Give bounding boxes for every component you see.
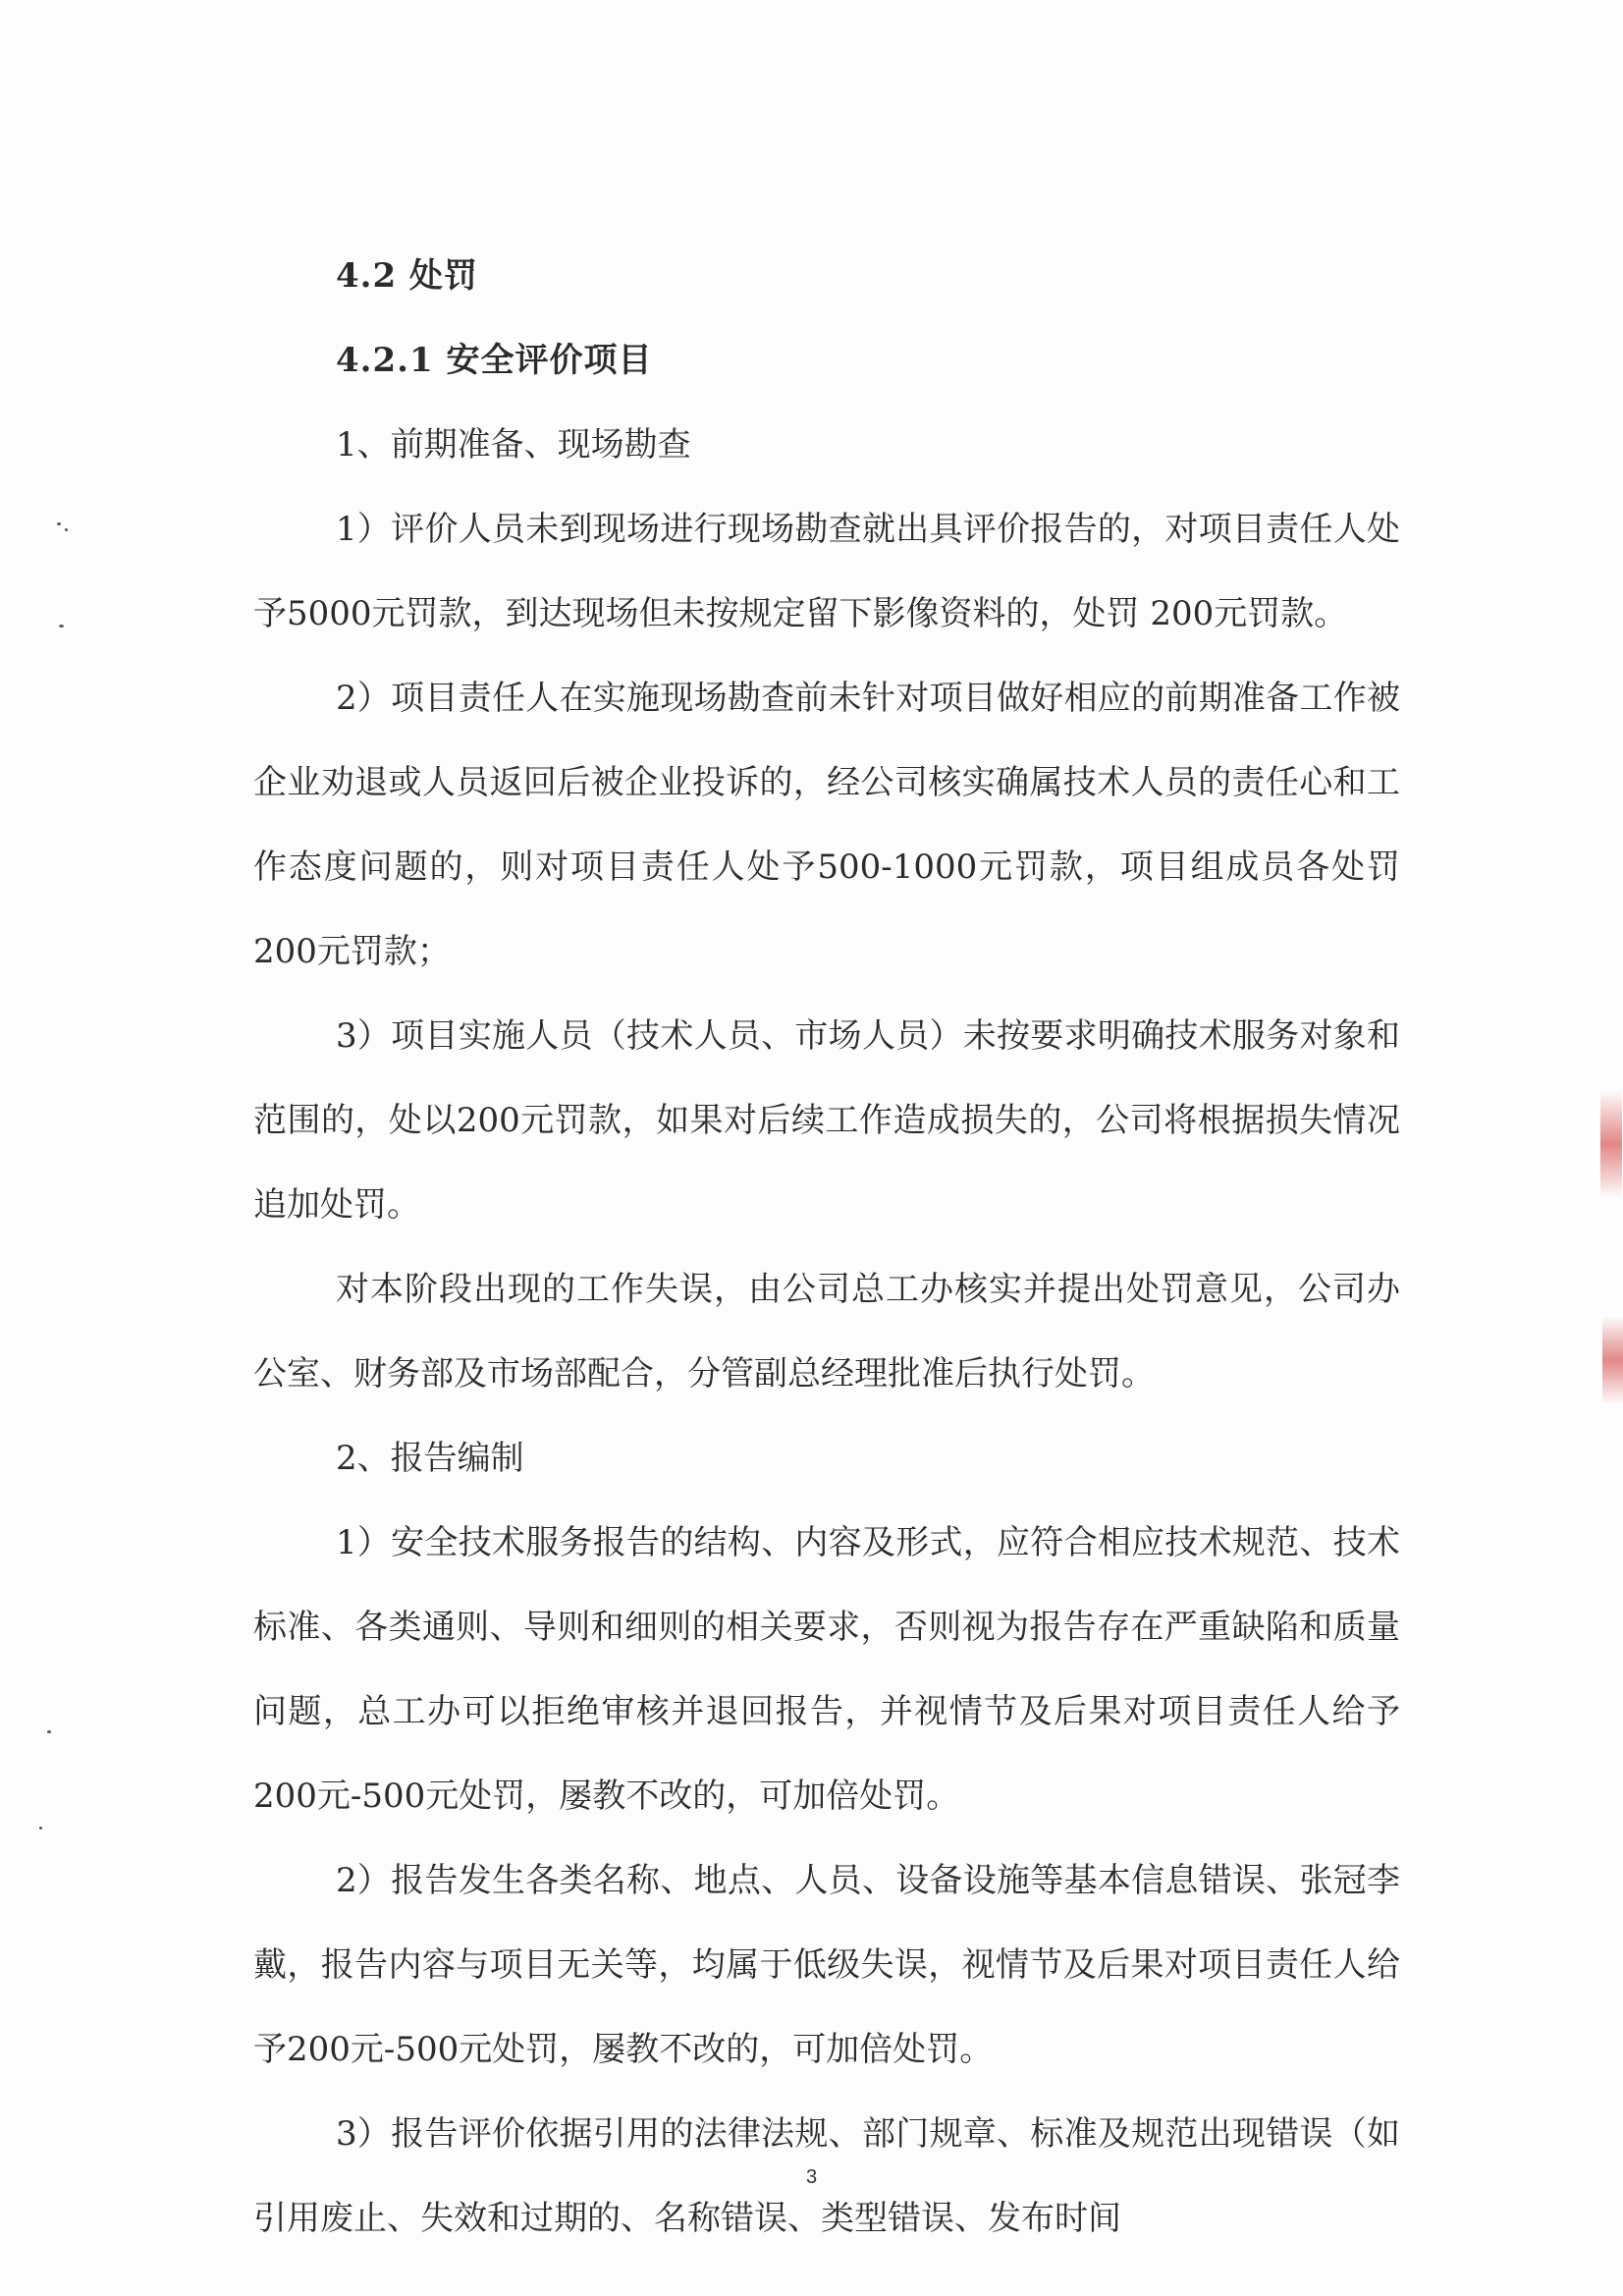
part1-paragraph-2: 2）项目责任人在实施现场勘查前未针对项目做好相应的前期准备工作被企业劝退或人员返回后被企业投诉的，经公司核实确属技术人员的责任心和工作态度问题的，则对项目责任人处予500-1000元罚款，项目组成员各处罚200元罚款； <box>253 679 1400 971</box>
scan-speck <box>65 528 68 531</box>
page-number: 3 <box>805 2166 818 2188</box>
scan-speck <box>47 1730 51 1733</box>
scan-speck <box>39 1827 42 1830</box>
subsection-heading: 4.2.1 安全评价项目 <box>336 341 653 380</box>
part2-paragraph-2: 2）报告发生各类名称、地点、人员、设备设施等基本信息错误、张冠李戴，报告内容与项目无关等，均属于低级失误，视情节及后果对项目责任人给予200元-500元处罚，屡教不改的，可加倍处罚。 <box>253 1861 1400 2069</box>
part1-title: 1、前期准备、现场勘查 <box>336 425 691 465</box>
seal-fragment <box>1602 1316 1623 1404</box>
seal-fragment <box>1600 1090 1622 1198</box>
document-body <box>253 234 1400 2261</box>
part2-paragraph-1: 1）安全技术服务报告的结构、内容及形式，应符合相应技术规范、技术标准、各类通则、导则和细则的相关要求，否则视为报告存在严重缺陷和质量问题，总工办可以拒绝审核并退回报告，并视情节及后果对项目责任人给予200元-500元处罚，屡教不改的，可加倍处罚。 <box>253 1523 1400 1816</box>
part1-paragraph-1: 1）评价人员未到现场进行现场勘查就出具评价报告的，对项目责任人处予5000元罚款，到达现场但未按规定留下影像资料的，处罚 200元罚款。 <box>253 510 1400 633</box>
part2-title: 2、报告编制 <box>336 1439 524 1478</box>
part1-paragraph-3: 3）项目实施人员（技术人员、市场人员）未按要求明确技术服务对象和范围的，处以200元罚款，如果对后续工作造成损失的，公司将根据损失情况追加处罚。 <box>253 1016 1400 1225</box>
part2-paragraph-3: 3）报告评价依据引用的法律法规、部门规章、标准及规范出现错误（如引用废止、失效和过期的、名称错误、类型错误、发布时间 <box>253 2114 1400 2238</box>
scan-speck <box>59 625 64 628</box>
section-heading: 4.2 处罚 <box>336 256 478 296</box>
scan-speck <box>57 522 61 525</box>
part1-paragraph-4: 对本阶段出现的工作失误，由公司总工办核实并提出处罚意见，公司办公室、财务部及市场部配合，分管副总经理批准后执行处罚。 <box>253 1270 1400 1394</box>
